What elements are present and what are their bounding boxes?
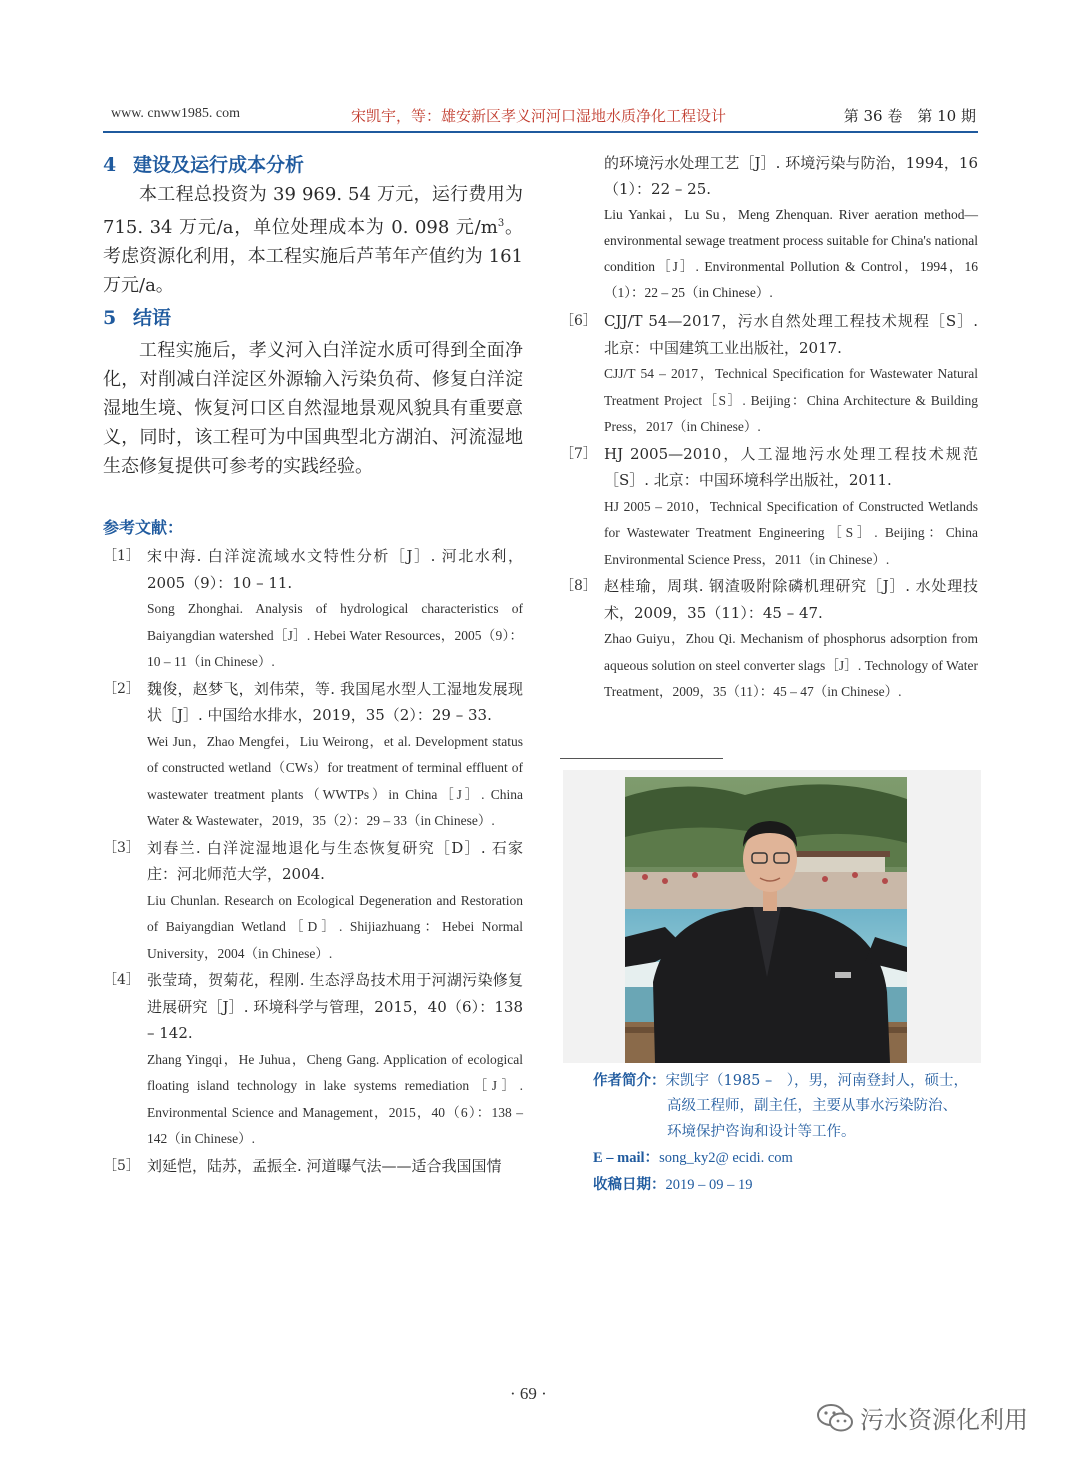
section-4-heading: 4 建设及运行成本分析 — [103, 154, 305, 176]
reference-item: ［4］ 张莹琦，贺菊花，程刚. 生态浮岛技术用于河湖污染修复进展研究［J］. 环境科学与管理，2015，40（6）：138 – 142. Zhang Yingqi，He Juhua，Cheng Gang. Application of ecological floating island technology in lake systems remediation［J］. Environmental Science and Management，2015，40（6）：138 – 142（in Chinese）. — [103, 971, 523, 1146]
reference-item: ［6］ CJJ/T 54—2017，污水自然处理工程技术规程［S］. 北京：中国建筑工业出版社，2017. CJJ/T 54 – 2017，Technical Specification for Wastewater Natural Treatment Project［S］. Beijing：China Architecture & Building Press，2017（in Chinese）. — [560, 312, 978, 434]
left-column — [103, 150, 523, 1179]
bio-text: 环境保护咨询和设计等工作。 — [667, 1124, 856, 1140]
header-rule — [103, 131, 978, 133]
wechat-icon — [816, 1402, 854, 1438]
right-column — [560, 150, 978, 706]
author-photo-panel — [563, 770, 981, 1063]
reference-item: ［2］ 魏俊，赵梦飞，刘伟荣，等. 我国尾水型人工湿地发展现状［J］. 中国给水排水，2019，35（2）：29 – 33. Wei Jun，Zhao Mengfei，Liu Weirong，et al. Development status of constructed wetland（CWs）for treatment of terminal effluent of wastewater treatment plants（WWTPs）in China［J］. China Water & Wastewater，2019，35（2）：29 – 33（in Chinese）. — [103, 679, 523, 828]
journal-website: www. cnww1985. com — [111, 106, 240, 121]
received-date: 2019 – 09 – 19 — [665, 1177, 753, 1193]
section-5-heading: 5 结语 — [103, 307, 172, 329]
volume-issue: 第 36 卷 第 10 期 — [843, 107, 976, 125]
author-photo — [625, 777, 907, 1063]
email-address: song_ky2@ ecidi. com — [659, 1150, 793, 1166]
running-title: 宋凯宇，等：雄安新区孝义河河口湿地水质净化工程设计 — [351, 107, 727, 125]
footnote-divider — [560, 758, 723, 759]
reference-item: ［3］ 刘春兰. 白洋淀湿地退化与生态恢复研究［D］. 石家庄：河北师范大学，2004. Liu Chunlan. Research on Ecological Degeneration and Restoration of Baiyangdian Wetland［D］. Shijiazhuang：Hebei Normal University，2004（in Chinese）. — [103, 838, 523, 961]
bio-label: 作者简介： — [593, 1072, 666, 1089]
references-heading: 参考文献： — [103, 518, 184, 537]
bio-text: 高级工程师，副主任，主要从事水污染防治、 — [667, 1098, 957, 1114]
running-header — [103, 104, 978, 130]
reference-item: ［7］ HJ 2005—2010，人工湿地污水处理工程技术规范［S］. 北京：中国环境科学出版社，2011. HJ 2005 – 2010，Technical Specification of Constructed Wetlands for Wastewater Treatment Engineering［S］. Beijing：China Environmental Science Press，2011（in Chinese）. — [560, 444, 978, 567]
reference-item: ［5］ 刘延恺，陆苏，孟振全. 河道曝气法——适合我国国情 — [103, 1156, 502, 1175]
reference-5-continued: 的环境污水处理工艺［J］. 环境污染与防治，1994，16（1）：22 – 25. Liu Yankai，Lu Su，Meng Zhenquan. River aeration method—environmental sewage treatment process suitable for China's national condition［J］. Environmental Pollution & Control，1994，16（1）：22 – 25（in Chinese）. — [604, 154, 978, 300]
watermark-text: 污水资源化利用 — [860, 1406, 1028, 1434]
reference-item: ［8］ 赵桂瑜，周琪. 钢渣吸附除磷机理研究［J］. 水处理技术，2009，35（11）：45 – 47. Zhao Guiyu，Zhou Qi. Mechanism of phosphorus adsorption from aqueous solution on steel converter slags［J］. Technology of Water Treatment，2009，35（11）：45 – 47（in Chinese）. — [560, 577, 978, 699]
email-label: E – mail： — [593, 1150, 660, 1166]
reference-item: ［1］ 宋中海. 白洋淀流域水文特性分析［J］. 河北水利，2005（9）：10 – 11. Song Zhonghai. Analysis of hydrological characteristics of Baiyangdian watershed［J］. Hebei Water Resources，2005（9）：10 – 11（in Chinese）. — [103, 547, 523, 669]
author-info — [593, 1068, 983, 1198]
section-4-paragraph: 本工程总投资为 39 969. 54 万元，运行费用为 715. 34 万元/a，单位处理成本为 0. 098 元$/m^3$。考虑资源化利用，本工程实施后芦苇年产值约为 161 万元/a。 — [103, 184, 523, 296]
received-label: 收稿日期： — [593, 1176, 666, 1193]
page-number: · 69 · — [510, 1384, 547, 1403]
section-5-paragraph: 工程实施后，孝义河入白洋淀水质可得到全面净化，对削减白洋淀区外源输入污染负荷、修复白洋淀湿地生境、恢复河口区自然湿地景观风貌具有重要意义，同时，该工程可为中国典型北方湖泊、河流湿地生态修复提供可参考的实践经验。 — [103, 340, 523, 477]
bio-text: 宋凯宇（1985 – ），男，河南登封人，硕士， — [665, 1073, 969, 1089]
wechat-watermark — [812, 1398, 1052, 1438]
